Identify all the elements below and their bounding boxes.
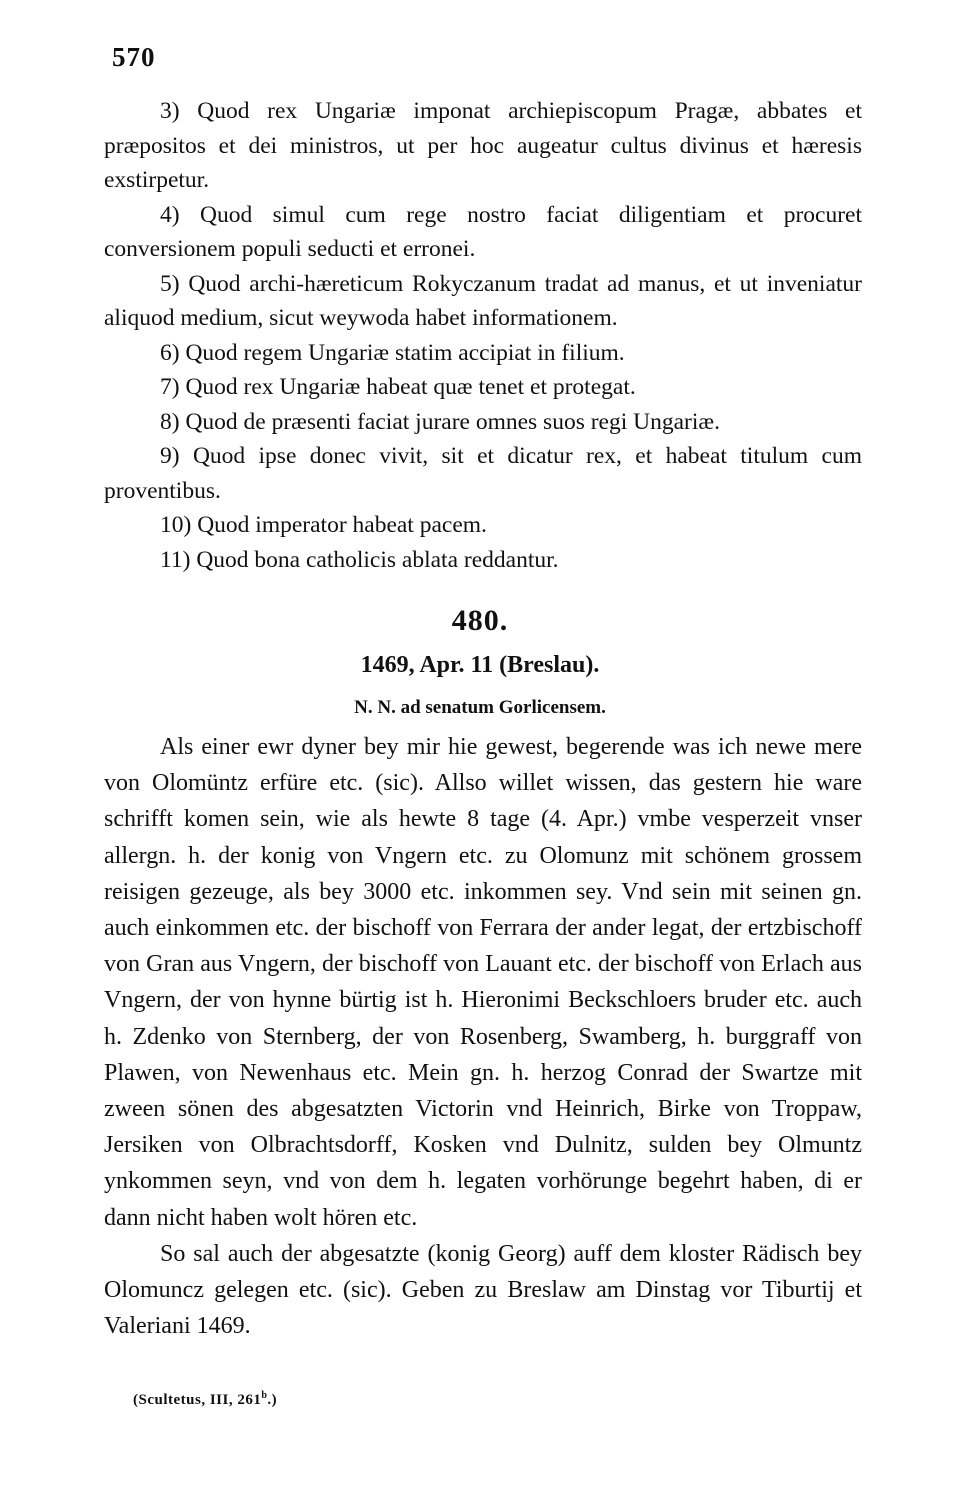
document-recipient: N. N. ad senatum Gorlicensem. — [354, 697, 606, 718]
letter-body — [104, 729, 862, 1344]
letter-paragraph: So sal auch der abgesatzte (konig Georg) auff dem kloster Rädisch bey Olomuncz gelegen etc. (sic). Geben zu Breslaw am Dinstag vor Tiburtij et Valeriani 1469. — [104, 1240, 862, 1340]
source-citation — [133, 1390, 277, 1409]
demand-item: 3) Quod rex Ungariæ imponat archiepiscopum Pragæ, abbates et præpositos et dei ministros, ut per hoc augeatur cultus divinus et hæresis exstirpetur. — [104, 98, 862, 193]
demand-item: 5) Quod archi-hæreticum Rokyczanum tradat ad manus, et ut inveniatur aliquod medium, sicut weywoda habet informationem. — [104, 270, 862, 331]
demand-item: 4) Quod simul cum rege nostro faciat diligentiam et procuret conversionem populi seducti et erronei. — [104, 201, 862, 262]
letter-paragraph: Als einer ewr dyner bey mir hie gewest, begerende was ich newe mere von Olomüntz erfüre etc. (sic). Allso willet wissen, das gestern hie ware schrifft komen sein, wie als hewte 8 tage (4. Apr.) vmbe vesperzeit vnser allergn. h. der konig von Vngern etc. zu Olomunz mit schönem grossem reisigen gezeuge, als bey 3000 etc. inkommen sey. Vnd sein mit seinen gn. auch einkommen etc. der bischoff von Ferrara der ander legat, der ertzbischoff von Gran aus Vngern, der bischoff von Lauant etc. der bischoff von Erlach aus Vngern, der von hynne bürtig ist h. Hieronimi Beckschloers bruder etc. auch h. Zdenko von Sternberg, der von Rosenberg, Swamberg, h. burggraff von Plawen, von Newenhaus etc. Mein gn. h. herzog Conrad der Swartze mit zween sönen des abgesatzten Victorin vnd Heinrich, Birke von Troppaw, Jersiken von Olbrachtsdorff, Kosken vnd Dulnitz, sulden bey Olmuntz ynkommen seyn, vnd von dem h. legaten vorhörunge begehrt haben, di er dann nicht haben wolt hören etc. — [104, 734, 862, 1231]
document-date: 1469, Apr. 11 (Breslau). — [360, 652, 600, 678]
document-number: 480. — [451, 604, 509, 637]
source-end: .) — [267, 1392, 278, 1408]
demand-item: 6) Quod regem Ungariæ statim accipiat in filium. — [160, 339, 625, 366]
source-text: (Scultetus, III, 261 — [133, 1392, 262, 1408]
demands-list — [104, 94, 862, 577]
source-superscript: b — [261, 1390, 268, 1401]
demand-item: 10) Quod imperator habeat pacem. — [160, 512, 487, 538]
demand-item: 8) Quod de præsenti faciat jurare omnes suos regi Ungariæ. — [160, 408, 720, 435]
page-number: 570 — [112, 42, 156, 72]
demand-item: 7) Quod rex Ungariæ habeat quæ tenet et protegat. — [160, 374, 636, 400]
demand-item: 11) Quod bona catholicis ablata reddantur. — [160, 546, 559, 573]
demand-item: 9) Quod ipse donec vivit, sit et dicatur rex, et habeat titulum cum proventibus. — [104, 443, 862, 504]
